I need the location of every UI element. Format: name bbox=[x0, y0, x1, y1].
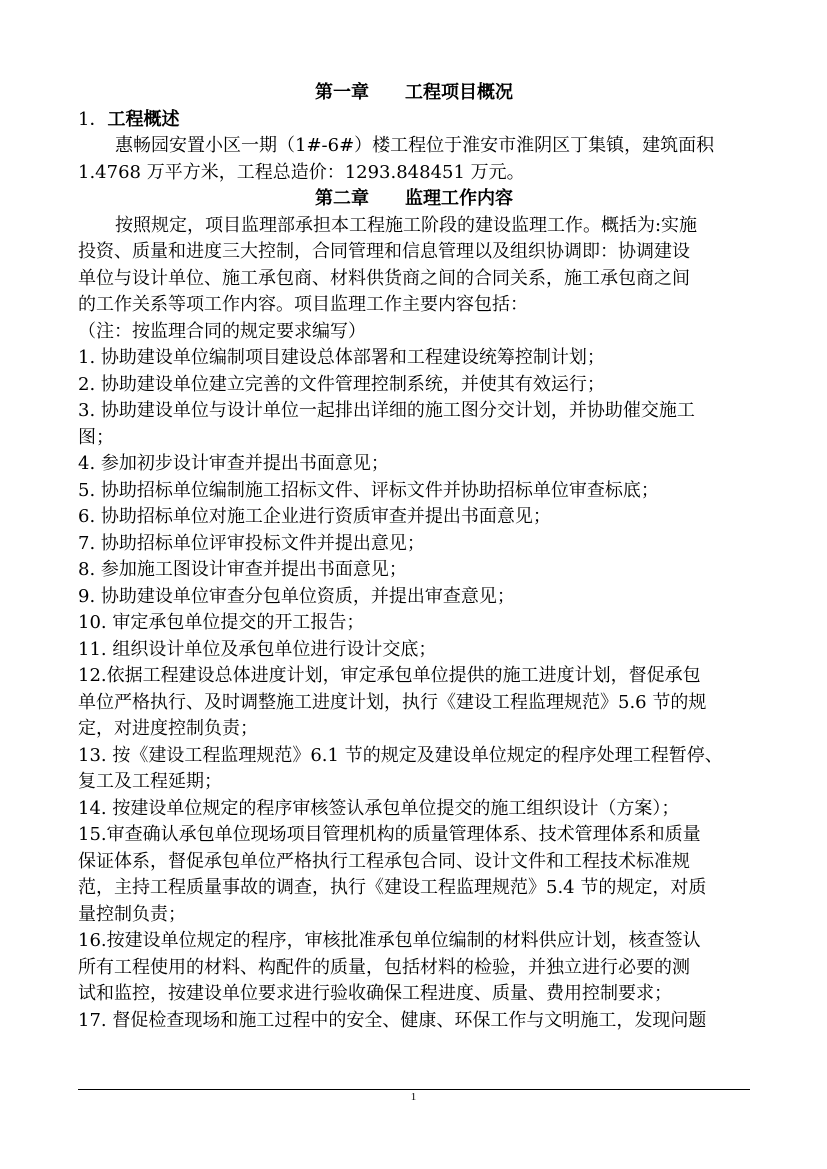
list-item: 7. 协助招标单位评审投标文件并提出意见； bbox=[78, 532, 425, 554]
paragraph-line: 的工作关系等项工作内容。项目监理工作主要内容包括： bbox=[78, 294, 528, 315]
list-item: 3. 协助建设单位与设计单位一起排出详细的施工图分交计划，并协助催交施工 bbox=[78, 400, 695, 421]
list-item: 8. 参加施工图设计审查并提出书面意见； bbox=[78, 559, 407, 580]
paragraph-line: 投资、质量和进度三大控制，合同管理和信息管理以及组织协调即：协调建设 bbox=[78, 241, 690, 262]
list-item-continuation: 保证体系，督促承包单位严格执行工程承包合同、设计文件和工程技术标准规 bbox=[78, 850, 690, 872]
list-item-continuation: 单位严格执行、及时调整施工进度计划，执行《建设工程监理规范》5.6 节的规 bbox=[78, 691, 707, 713]
list-item: 17. 督促检查现场和施工过程中的安全、健康、环保工作与文明施工，发现问题 bbox=[78, 1009, 707, 1031]
footer-divider bbox=[78, 1089, 750, 1090]
list-item: 2. 协助建设单位建立完善的文件管理控制系统，并使其有效运行； bbox=[78, 373, 605, 395]
list-item: 5. 协助招标单位编制施工招标文件、评标文件并协助招标单位审查标底； bbox=[78, 479, 659, 501]
list-item: 6. 协助招标单位对施工企业进行资质审查并提出书面意见； bbox=[78, 506, 551, 527]
paragraph-line: 惠畅园安置小区一期（1#-6#）楼工程位于淮安市淮阴区丁集镇，建筑面积 bbox=[115, 135, 715, 156]
paragraph-line: 1.4768 万平方米，工程总造价：1293.848451 万元。 bbox=[78, 161, 525, 183]
list-item: 15.审查确认承包单位现场项目管理机构的质量管理体系、技术管理体系和质量 bbox=[78, 824, 701, 845]
section-1-number: 1． bbox=[78, 108, 108, 130]
list-item-continuation: 试和监控，按建设单位要求进行验收确保工程进度、质量、费用控制要求； bbox=[78, 983, 672, 1004]
list-item-continuation: 复工及工程延期； bbox=[78, 771, 222, 792]
paragraph-line: 单位与设计单位、施工承包商、材料供货商之间的合同关系，施工承包商之间 bbox=[78, 267, 690, 289]
list-item-continuation: 量控制负责； bbox=[78, 903, 186, 925]
document-page bbox=[78, 80, 750, 1034]
list-item-continuation: 所有工程使用的材料、构配件的质量，包括材料的检验，并独立进行必要的测 bbox=[78, 956, 690, 978]
list-item: 11. 组织设计单位及承包单位进行设计交底； bbox=[78, 638, 437, 660]
list-item-continuation: 范，主持工程质量事故的调查，执行《建设工程监理规范》5.4 节的规定，对质 bbox=[78, 877, 707, 898]
paragraph-line: 按照规定，项目监理部承担本工程施工阶段的建设监理工作。概括为:实施 bbox=[115, 214, 698, 236]
list-item: 4. 参加初步设计审查并提出书面意见； bbox=[78, 453, 389, 474]
list-item-continuation: 图； bbox=[78, 426, 114, 448]
section-1-heading bbox=[78, 107, 750, 134]
page-number: 1 bbox=[410, 1091, 417, 1103]
list-item-continuation: 定，对进度控制负责； bbox=[78, 718, 258, 739]
list-item: 9. 协助建设单位审查分包单位资质，并提出审查意见； bbox=[78, 585, 515, 607]
list-item: 10. 审定承包单位提交的开工报告； bbox=[78, 612, 365, 633]
chapter-1-title: 第一章 工程项目概况 bbox=[315, 82, 513, 103]
list-item: 14. 按建设单位规定的程序审核签认承包单位提交的施工组织设计（方案）； bbox=[78, 797, 680, 819]
list-item: 16.按建设单位规定的程序，审核批准承包单位编制的材料供应计划，核查签认 bbox=[78, 930, 701, 951]
section-1-title: 工程概述 bbox=[107, 108, 180, 130]
list-item: 13. 按《建设工程监理规范》6.1 节的规定及建设单位规定的程序处理工程暂停、 bbox=[78, 744, 723, 766]
list-item: 12.依据工程建设总体进度计划，审定承包单位提供的施工进度计划，督促承包 bbox=[78, 665, 701, 686]
note-line: （注：按监理合同的规定要求编写） bbox=[78, 320, 366, 342]
list-item: 1. 协助建设单位编制项目建设总体部署和工程建设统筹控制计划； bbox=[78, 347, 605, 368]
chapter-2-title: 第二章 监理工作内容 bbox=[315, 188, 513, 209]
